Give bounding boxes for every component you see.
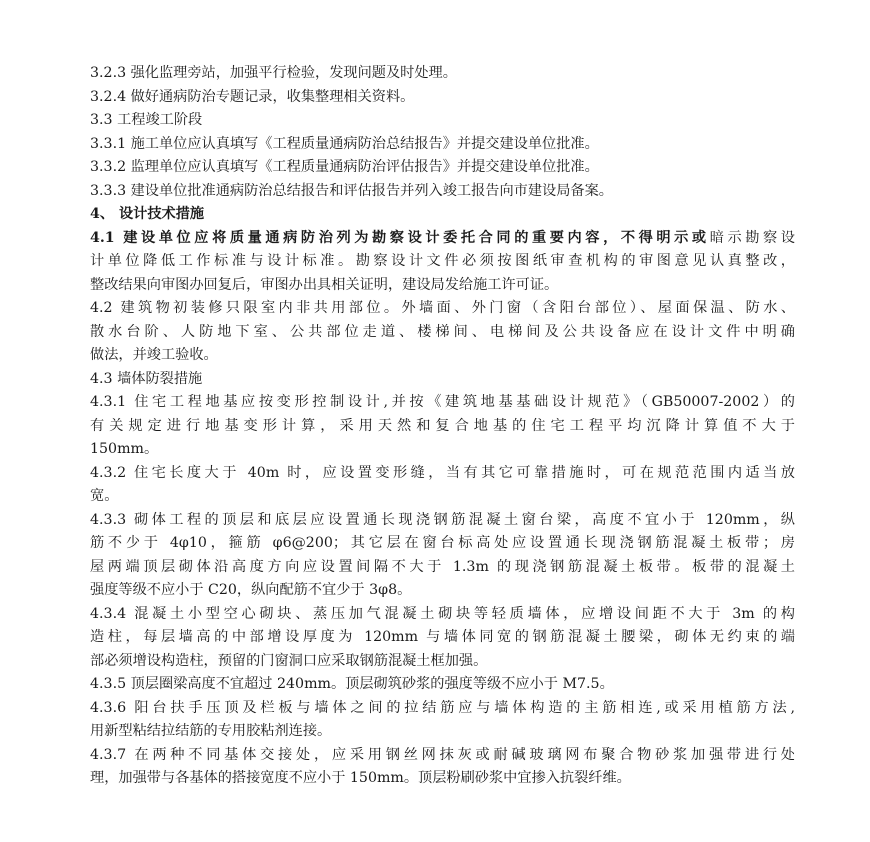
text-line: 有关规定进行地基变形计算，采用天然和复合地基的住宅工程平均沉降计算值不大于 bbox=[90, 417, 795, 434]
text-line: 理，加强带与各基体的搭接宽度不应小于 150mm。顶层粉刷砂浆中宜掺入抗裂纤维。 bbox=[90, 770, 631, 786]
text-line: 3.3.3 建设单位批准通病防治总结报告和评估报告并列入竣工报告向市建设局备案。 bbox=[90, 182, 613, 199]
text-line: 计单位降低工作标准与设计标准。勘察设计文件必须按图纸审查机构的审图意见认真整改， bbox=[90, 253, 795, 269]
text-line: 4.3.7 在两种不同基体交接处，应采用钢丝网抹灰或耐碱玻璃网布聚合物砂浆加强带进行处 bbox=[90, 746, 795, 763]
text-line: 4.3.4 混凝土小型空心砌块、蒸压加气混凝土砌块等轻质墙体，应增设间距不大于 3m 的构 bbox=[90, 605, 795, 622]
normal-text: 暗示勘察设 bbox=[709, 229, 795, 246]
text-line: 4.3.1 住宅工程地基应按变形控制设计,并按《建筑地基基础设计规范》（GB50007-2002）的 bbox=[90, 394, 795, 410]
text-line: 4.2 建筑物初装修只限室内非共用部位。外墙面、外门窗（含阳台部位）、屋面保温、防水、 bbox=[90, 300, 795, 316]
text-line: 宽。 bbox=[90, 488, 119, 504]
text-line: 3.3 工程竣工阶段 bbox=[90, 112, 203, 128]
text-line: 3.3.1 施工单位应认真填写《工程质量通病防治总结报告》并提交建设单位批准。 bbox=[90, 135, 599, 152]
text-line: 散水台阶、人防地下室、公共部位走道、楼梯间、电梯间及公共设备应在设计文件中明确 bbox=[90, 323, 795, 340]
section-heading: 4、 设计技术措施 bbox=[90, 206, 205, 222]
text-line: 3.2.3 强化监理旁站，加强平行检验，发现问题及时处理。 bbox=[90, 65, 457, 81]
text-line: 用新型粘结拉结筋的专用胶粘剂连接。 bbox=[90, 723, 332, 739]
text-line: 部必须增设构造柱，预留的门窗洞口应采取钢筋混凝土框加强。 bbox=[90, 652, 488, 669]
text-line: 筋不少于 4φ10，箍筋 φ6@200；其它层在窗台标高处应设置通长现浇钢筋混凝土板带；房 bbox=[90, 535, 795, 551]
text-line: 屋两端顶层砌体沿高度方向应设置间隔不大于 1.3m 的现浇钢筋混凝土板带。板带的混凝土 bbox=[90, 558, 795, 575]
text-line: 强度等级不应小于 C20，纵向配筋不宜少于 3φ8。 bbox=[90, 582, 412, 598]
text-line: 150mm。 bbox=[90, 441, 159, 457]
text-line: 4.3.3 砌体工程的顶层和底层应设置通长现浇钢筋混凝土窗台梁，高度不宜小于 120mm，纵 bbox=[90, 511, 795, 528]
text-line: 造柱，每层墙高的中部增设厚度为 120mm 与墙体同宽的钢筋混凝土腰梁，砌体无约束的端 bbox=[90, 629, 795, 645]
text-line: 3.2.4 做好通病防治专题记录，收集整理相关资料。 bbox=[90, 88, 415, 105]
text-line: 4.3.2 住宅长度大于 40m 时，应设置变形缝，当有其它可靠措施时，可在规范范围内适当放 bbox=[90, 464, 795, 481]
document-body bbox=[90, 62, 795, 791]
bold-text: 4.1 建设单位应将质量通病防治列为勘察设计委托合同的重要内容，不得明示或 bbox=[90, 229, 710, 246]
text-line: 3.3.2 监理单位应认真填写《工程质量通病防治评估报告》并提交建设单位批准。 bbox=[90, 159, 599, 175]
text-line bbox=[90, 227, 795, 251]
text-line: 4.3.6 阳台扶手压顶及栏板与墙体之间的拉结筋应与墙体构造的主筋相连,或采用植筋方法, bbox=[90, 699, 795, 716]
text-line: 做法，并竣工验收。 bbox=[90, 347, 218, 363]
text-line: 4.3.5 顶层圈梁高度不宜超过 240mm。顶层砌筑砂浆的强度等级不应小于 M7.5。 bbox=[90, 676, 614, 692]
text-line: 整改结果向审图办回复后，审图办出具相关证明，建设局发给施工许可证。 bbox=[90, 276, 559, 293]
text-line: 4.3 墙体防裂措施 bbox=[90, 370, 203, 387]
